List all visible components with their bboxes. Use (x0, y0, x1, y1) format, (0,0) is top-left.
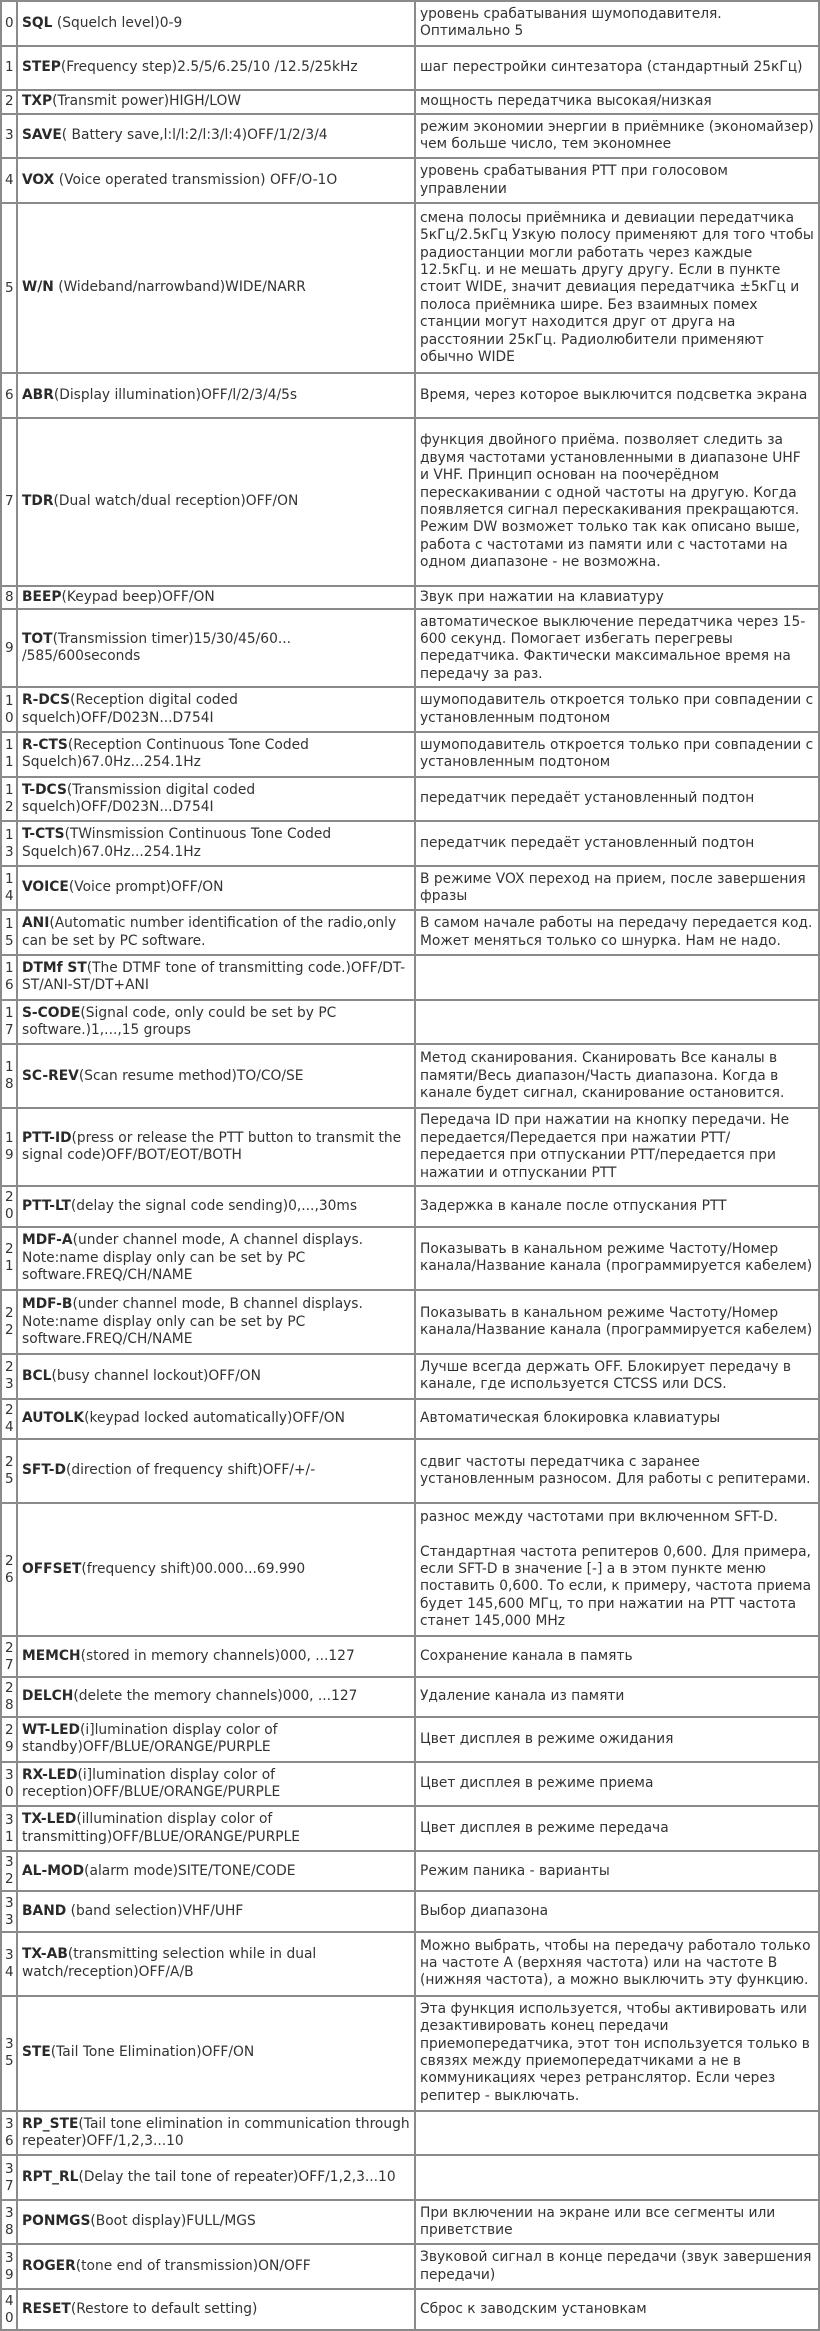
table-row (1, 732, 819, 777)
menu-description (415, 586, 819, 609)
menu-option-cell (17, 1044, 415, 1108)
menu-option-params: (Squelch level)0-9 (52, 14, 183, 31)
menu-number: 36 (1, 2111, 17, 2156)
table-row (1, 46, 819, 91)
menu-option-params: (The DTMF tone of transmitting code.)OFF/DT-ST/ANI-ST/DT+ANI (22, 960, 406, 994)
table-row (1, 1503, 819, 1637)
menu-number: 39 (1, 2244, 17, 2289)
description-text: шумоподавитель откроется только при совпадении с установленным подтоном (420, 692, 814, 726)
menu-option-cell (17, 1186, 415, 1226)
menu-option-key: T-DCS (22, 781, 67, 798)
description-text: автоматическое выключение передатчика через 15-600 секунд. Помогает избегать перегревы передатчика. Фактически максимальное время на передачу за раз. (420, 613, 806, 682)
table-row (1, 1717, 819, 1762)
table-row (1, 955, 819, 1000)
menu-option-key: DTMf ST (22, 960, 87, 977)
menu-option-key: AUTOLK (22, 1410, 85, 1427)
description-text: Показывать в канальном режиме Частоту/Номер канала/Название канала (программируется кабелем) (420, 1241, 813, 1275)
description-text: смена полосы приёмника и девиации передатчика 5кГц/2.5кГц Узкую полосу применяют для того чтобы радиостанции могли работать через каждые 12.5кГц. и не мешать другу другу. Если в пункте стоит WIDE, значит девиация передатчика ±5кГц и полоса приёмника шире. Без взаимных помех станции могут находится друг от друга на расстоянии 25кГц. Радиолюбители применяют обычно WIDE (420, 209, 814, 365)
menu-option-cell (17, 1717, 415, 1762)
menu-option-key: R-CTS (22, 736, 68, 753)
menu-description (415, 1439, 819, 1503)
menu-number: 14 (1, 866, 17, 911)
menu-option-key: TXP (22, 93, 53, 110)
menu-option-key: MDF-A (22, 1232, 73, 1249)
menu-option-params: (Tail Tone Elimination)OFF/ON (50, 2044, 255, 2061)
menu-description (415, 1717, 819, 1762)
menu-option-cell (17, 203, 415, 373)
menu-option-params: (Transmission digital coded squelch)OFF/D023N...D754I (22, 781, 256, 815)
menu-number: 26 (1, 1503, 17, 1637)
menu-number: 38 (1, 2200, 17, 2245)
menu-option-params: (stored in memory channels)000, ...127 (80, 1647, 355, 1664)
description-text: Стандартная частота репитеров 0,600. Для примера, если SFT-D в значение [-] а в этом пункте меню поставить 0,600. То если, к примеру, частота приема будет 145,600 МГц, то при нажатии на PTT частота станет 145,000 MHz (420, 1543, 812, 1630)
menu-option-params: (Transmit power)HIGH/LOW (52, 93, 241, 110)
menu-description (415, 777, 819, 822)
table-row (1, 821, 819, 866)
menu-option-cell (17, 90, 415, 113)
description-text: Передача ID при нажатии на кнопку передачи. Не передается/Передается при нажатии PTT/передается при отпускании PTT/передается при нажатии и отпускании PTT (420, 1112, 790, 1181)
menu-option-params: (under channel mode, A channel displays. Note:name display only can be set by PC software.FREQ/CH/NAME (22, 1232, 364, 1284)
description-text: Сохранение канала в память (420, 1647, 633, 1664)
menu-option-params: (Scan resume method)TO/CO/SE (78, 1067, 304, 1084)
menu-option-key: W/N (22, 279, 54, 296)
menu-option-cell (17, 1290, 415, 1354)
menu-option-cell (17, 418, 415, 586)
table-row (1, 418, 819, 586)
menu-number: 16 (1, 955, 17, 1000)
menu-option-key: BEEP (22, 588, 62, 605)
menu-option-cell (17, 609, 415, 687)
menu-option-cell (17, 2244, 415, 2289)
menu-option-key: PTT-LT (22, 1197, 71, 1214)
menu-option-cell (17, 158, 415, 203)
menu-description (415, 1503, 819, 1637)
description-text: Звук при нажатии на клавиатуру (420, 588, 664, 605)
menu-option-params: (Dual watch/dual reception)OFF/ON (53, 493, 299, 510)
menu-option-cell (17, 114, 415, 159)
menu-option-cell (17, 1000, 415, 1045)
menu-option-key: SC-REV (22, 1067, 79, 1084)
menu-number: 3 (1, 114, 17, 159)
menu-option-key: TDR (22, 493, 54, 510)
description-text: шумоподавитель откроется только при совпадении с установленным подтоном (420, 736, 814, 771)
menu-number: 1 (1, 46, 17, 91)
menu-description (415, 732, 819, 777)
description-spacer (420, 1526, 814, 1543)
menu-option-key: TX-AB (22, 1946, 68, 1963)
menu-number: 22 (1, 1290, 17, 1354)
menu-description (415, 1636, 819, 1676)
menu-option-params: (Restore to default setting) (70, 2300, 258, 2317)
menu-option-key: SFT-D (22, 1462, 66, 1479)
menu-option-params: (i]lumination display color of standby)OFF/BLUE/ORANGE/PURPLE (22, 1722, 278, 1756)
menu-option-params: (under channel mode, B channel displays. Note:name display only can be set by PC software.FREQ/CH/NAME (22, 1296, 363, 1347)
menu-option-key: BAND (22, 1902, 67, 1919)
menu-number: 29 (1, 1717, 17, 1762)
description-text: Метод сканирования. Сканировать Все каналы в памяти/Весь диапазон/Часть диапазона. Когда в канале будет сигнал, сканирование остановится. (420, 1050, 785, 1101)
table-row (1, 373, 819, 418)
menu-description (415, 1932, 819, 1996)
description-text: Удаление канала из памяти (420, 1688, 625, 1705)
description-text: Сброс к заводским установкам (420, 2300, 647, 2317)
menu-description (415, 687, 819, 732)
menu-number: 18 (1, 1044, 17, 1108)
menu-option-key: S-CODE (22, 1004, 81, 1021)
menu-number: 9 (1, 609, 17, 687)
table-row (1, 1996, 819, 2111)
menu-description (415, 203, 819, 373)
menu-option-key: VOICE (22, 879, 69, 896)
menu-description (415, 1044, 819, 1108)
menu-number: 28 (1, 1677, 17, 1717)
menu-description (415, 1227, 819, 1291)
menu-option-cell (17, 1762, 415, 1807)
menu-option-key: ROGER (22, 2258, 76, 2275)
description-text: Цвет дисплея в режиме приема (420, 1775, 654, 1792)
menu-description (415, 955, 819, 1000)
table-row (1, 2155, 819, 2200)
menu-option-cell (17, 1677, 415, 1717)
menu-description (415, 1186, 819, 1226)
menu-option-cell (17, 687, 415, 732)
menu-description (415, 1290, 819, 1354)
menu-option-params: (Boot display)FULL/MGS (90, 2213, 256, 2230)
menu-description (415, 2155, 819, 2200)
table-row (1, 1806, 819, 1851)
table-row (1, 2289, 819, 2330)
menu-option-cell (17, 1354, 415, 1399)
menu-option-key: DELCH (22, 1688, 74, 1705)
menu-option-cell (17, 2155, 415, 2200)
menu-option-params: (Frequency step)2.5/5/6.25/10 /12.5/25kHz (60, 59, 358, 76)
menu-description (415, 1891, 819, 1931)
menu-option-params: (Automatic number identification of the radio,only can be set by PC software. (22, 915, 397, 949)
menu-number: 19 (1, 1108, 17, 1186)
menu-option-key: R-DCS (22, 692, 71, 709)
menu-option-cell (17, 1851, 415, 1891)
table-row (1, 777, 819, 822)
menu-option-key: RX-LED (22, 1766, 78, 1783)
table-row (1, 1000, 819, 1045)
description-text: Режим паника - варианты (420, 1862, 610, 1879)
menu-number: 13 (1, 821, 17, 866)
menu-description (415, 418, 819, 586)
menu-option-params: (Display illumination)OFF/l/2/3/4/5s (53, 386, 298, 403)
description-text: шаг перестройки синтезатора (стандартный 25кГц) (420, 59, 803, 76)
menu-description (415, 2200, 819, 2245)
menu-description (415, 1851, 819, 1891)
description-text: передатчик передаёт установленный подтон (420, 834, 755, 851)
menu-description (415, 910, 819, 955)
menu-option-params: (keypad locked automatically)OFF/ON (84, 1410, 345, 1427)
table-row (1, 1851, 819, 1891)
menu-option-cell (17, 373, 415, 418)
menu-option-cell (17, 2111, 415, 2156)
menu-number: 4 (1, 158, 17, 203)
menu-option-cell (17, 1439, 415, 1503)
menu-option-key: ABR (22, 386, 54, 403)
menu-option-params: (Transmission timer)15/30/45/60... /585/600seconds (22, 630, 292, 665)
menu-number: 35 (1, 1996, 17, 2111)
table-row (1, 1, 819, 46)
menu-option-key: SAVE (22, 127, 62, 144)
description-text: Задержка в канале после отпускания PTT (420, 1197, 727, 1214)
menu-number: 21 (1, 1227, 17, 1291)
menu-number: 33 (1, 1891, 17, 1931)
menu-number: 20 (1, 1186, 17, 1226)
menu-option-cell (17, 1806, 415, 1851)
table-row (1, 609, 819, 687)
menu-option-params: (alarm mode)SITE/TONE/CODE (84, 1862, 296, 1879)
menu-number: 7 (1, 418, 17, 586)
menu-option-params: (direction of frequency shift)OFF/+/- (65, 1462, 316, 1479)
menu-option-params: (delay the signal code sending)0,...,30ms (70, 1197, 358, 1214)
table-row (1, 1439, 819, 1503)
description-text: Звуковой сигнал в конце передачи (звук завершения передачи) (420, 2249, 812, 2283)
menu-option-cell (17, 586, 415, 609)
menu-option-params: (TWinsmission Continuous Tone Coded Squelch)67.0Hz...254.1Hz (22, 826, 332, 860)
table-row (1, 2111, 819, 2156)
table-row (1, 910, 819, 955)
table-row (1, 1891, 819, 1931)
menu-description (415, 1, 819, 46)
menu-description (415, 90, 819, 113)
table-row (1, 1677, 819, 1717)
menu-number: 11 (1, 732, 17, 777)
menu-number: 17 (1, 1000, 17, 1045)
table-row (1, 114, 819, 159)
menu-option-params: (Wideband/narrowband)WIDE/NARR (53, 279, 306, 296)
menu-description (415, 1354, 819, 1399)
menu-option-key: STEP (22, 59, 61, 76)
menu-option-params: (Reception digital coded squelch)OFF/D023N...D754I (22, 692, 238, 726)
menu-option-cell (17, 1, 415, 46)
menu-number: 0 (1, 1, 17, 46)
menu-description (415, 2111, 819, 2156)
menu-option-cell (17, 866, 415, 911)
menu-number: 37 (1, 2155, 17, 2200)
table-row (1, 1186, 819, 1226)
menu-option-params: (tone end of transmission)ON/OFF (75, 2258, 311, 2275)
table-row (1, 687, 819, 732)
menu-option-cell (17, 910, 415, 955)
table-row (1, 203, 819, 373)
menu-option-cell (17, 2289, 415, 2330)
menu-number: 15 (1, 910, 17, 955)
menu-description (415, 2244, 819, 2289)
table-row (1, 90, 819, 113)
menu-option-params: (band selection)VHF/UHF (66, 1902, 244, 1919)
description-text: При включении на экране или все сегменты или приветствие (420, 2204, 776, 2239)
menu-description (415, 373, 819, 418)
menu-option-cell (17, 732, 415, 777)
menu-description (415, 1677, 819, 1717)
table-row (1, 1932, 819, 1996)
menu-description (415, 1762, 819, 1807)
menu-number: 23 (1, 1354, 17, 1399)
menu-number: 24 (1, 1399, 17, 1439)
menu-description (415, 1000, 819, 1045)
description-text: Цвет дисплея в режиме передача (420, 1820, 669, 1837)
menu-option-cell (17, 1636, 415, 1676)
menu-description (415, 1806, 819, 1851)
menu-option-key: PONMGS (22, 2213, 91, 2230)
description-text: передатчик передаёт установленный подтон (420, 790, 755, 807)
description-text: Показывать в канальном режиме Частоту/Номер канала/Название канала (программируется кабелем) (420, 1304, 813, 1339)
table-row (1, 1227, 819, 1291)
description-text: В режиме VOX переход на прием, после завершения фразы (420, 870, 806, 905)
menu-option-key: T-CTS (22, 826, 65, 843)
menu-description (415, 1996, 819, 2111)
menu-option-cell (17, 2200, 415, 2245)
menu-option-cell (17, 1399, 415, 1439)
description-text: режим экономии энергии в приёмнике (экономайзер) чем больше число, тем экономнее (420, 118, 814, 152)
menu-option-key: RPT_RL (22, 2168, 79, 2185)
menu-description (415, 1108, 819, 1186)
table-row (1, 2244, 819, 2289)
description-text: сдвиг частоты передатчика с заранее установленным разносом. Для работы с репитерами. (420, 1453, 811, 1488)
menu-option-params: ( Battery save,l:l/l:2/l:3/l:4)OFF/1/2/3/4 (61, 127, 328, 144)
description-text: Эта функция используется, чтобы активировать или дезактивировать конец передачи приемопередатчика, этот тон используется только в связях между приемопередатчиками а не в коммуникациях через ретранслятор. Если через репитер - выключать. (420, 2000, 810, 2104)
menu-option-cell (17, 1227, 415, 1291)
menu-option-cell (17, 1932, 415, 1996)
table-row (1, 2200, 819, 2245)
menu-number: 32 (1, 1851, 17, 1891)
menu-option-cell (17, 821, 415, 866)
menu-option-params: (Voice operated transmission) OFF/O-1O (54, 171, 338, 188)
menu-option-params: (press or release the PTT button to transmit the signal code)OFF/BOT/EOT/BOTH (22, 1129, 402, 1164)
table-row (1, 1108, 819, 1186)
description-text: Выбор диапазона (420, 1902, 549, 1919)
menu-description (415, 821, 819, 866)
menu-option-key: AL-MOD (22, 1862, 85, 1879)
menu-option-params: (Keypad beep)OFF/ON (61, 588, 215, 605)
menu-option-cell (17, 955, 415, 1000)
menu-description (415, 114, 819, 159)
table-row (1, 1762, 819, 1807)
description-text: Время, через которое выключится подсветка экрана (420, 386, 808, 403)
description-text: Можно выбрать, чтобы на передачу работало только на частоте А (верхняя частота) или на частоте В (нижняя частота), а можно выключить эту функцию. (420, 1937, 811, 1989)
description-text: функция двойного приёма. позволяет следить за двумя частотами установленными в диапазоне UHF и VHF. Принцип основан на поочерёдном перескакивании с одной частоты на другую. Когда появляется сигнал перескакивания прекращаются. Режим DW возможет только так как описано выше, работа с частотами из памяти или с частотами на одном диапазоне - не возможна. (420, 432, 801, 571)
menu-number: 12 (1, 777, 17, 822)
menu-table-body (1, 1, 819, 2330)
menu-option-cell (17, 1891, 415, 1931)
menu-option-params: (busy channel lockout)OFF/ON (51, 1367, 261, 1384)
menu-option-key: TOT (22, 630, 53, 647)
description-text: Лучше всегда держать OFF. Блокирует передачу в канале, где используется CTCSS или DCS. (420, 1359, 791, 1393)
table-row (1, 1354, 819, 1399)
menu-number: 2 (1, 90, 17, 113)
description-text: уровень срабатывания PTT при голосовом управлении (420, 163, 728, 197)
menu-option-key: ANI (22, 915, 50, 932)
menu-option-params: (illumination display color of transmitting)OFF/BLUE/ORANGE/PURPLE (22, 1811, 301, 1845)
table-row (1, 158, 819, 203)
menu-option-params: (Delay the tail tone of repeater)OFF/1,2,3...10 (78, 2168, 396, 2185)
menu-option-params: (Reception Continuous Tone Coded Squelch)67.0Hz...254.1Hz (22, 736, 309, 771)
menu-option-key: MDF-B (22, 1296, 73, 1313)
menu-number: 25 (1, 1439, 17, 1503)
menu-option-cell (17, 1996, 415, 2111)
menu-option-params: (i]lumination display color of reception)OFF/BLUE/ORANGE/PURPLE (22, 1766, 281, 1801)
menu-option-key: OFFSET (22, 1560, 82, 1577)
table-row (1, 866, 819, 911)
menu-description (415, 158, 819, 203)
menu-option-params: (Voice prompt)OFF/ON (68, 879, 224, 896)
menu-description (415, 609, 819, 687)
menu-number: 31 (1, 1806, 17, 1851)
description-text: мощность передатчика высокая/низкая (420, 93, 712, 110)
description-text: Автоматическая блокировка клавиатуры (420, 1410, 721, 1427)
menu-option-key: MEMCH (22, 1647, 81, 1664)
menu-option-key: STE (22, 2044, 51, 2061)
menu-option-key: TX-LED (22, 1811, 77, 1828)
menu-option-cell (17, 1503, 415, 1637)
menu-option-key: PTT-ID (22, 1129, 72, 1146)
table-row (1, 1290, 819, 1354)
description-text: разнос между частотами при включенном SFT-D. (420, 1508, 778, 1525)
menu-number: 27 (1, 1636, 17, 1676)
description-text: уровень срабатывания шумоподавителя. Оптимально 5 (420, 5, 722, 40)
menu-number: 5 (1, 203, 17, 373)
menu-option-params: (transmitting selection while in dual watch/reception)OFF/A/B (22, 1946, 317, 1980)
menu-option-key: VOX (22, 171, 55, 188)
menu-option-params: (frequency shift)00.000...69.990 (81, 1560, 306, 1577)
menu-number: 10 (1, 687, 17, 732)
table-row (1, 586, 819, 609)
table-row (1, 1399, 819, 1439)
description-text: В самом начале работы на передачу передается код. Может меняться только со шнурка. Нам не надо. (420, 915, 813, 949)
menu-number: 40 (1, 2289, 17, 2330)
menu-number: 30 (1, 1762, 17, 1807)
table-row (1, 1044, 819, 1108)
menu-option-params: (Tail tone elimination in communication through repeater)OFF/1,2,3...10 (22, 2115, 410, 2149)
menu-option-params: (Signal code, only could be set by PC software.)1,...,15 groups (22, 1004, 337, 1039)
menu-option-cell (17, 46, 415, 91)
menu-option-key: WT-LED (22, 1722, 80, 1739)
menu-option-key: RP_STE (22, 2115, 79, 2132)
menu-option-params: (delete the memory channels)000, ...127 (73, 1688, 358, 1705)
menu-description (415, 1399, 819, 1439)
menu-description (415, 46, 819, 91)
menu-option-key: SQL (22, 14, 53, 31)
menu-option-key: RESET (22, 2300, 71, 2317)
menu-option-key: BCL (22, 1367, 52, 1384)
menu-option-cell (17, 1108, 415, 1186)
menu-number: 6 (1, 373, 17, 418)
menu-description (415, 866, 819, 911)
table-row (1, 1636, 819, 1676)
description-text: Цвет дисплея в режиме ожидания (420, 1730, 674, 1747)
menu-description (415, 2289, 819, 2330)
menu-number: 8 (1, 586, 17, 609)
menu-option-cell (17, 777, 415, 822)
menu-number: 34 (1, 1932, 17, 1996)
